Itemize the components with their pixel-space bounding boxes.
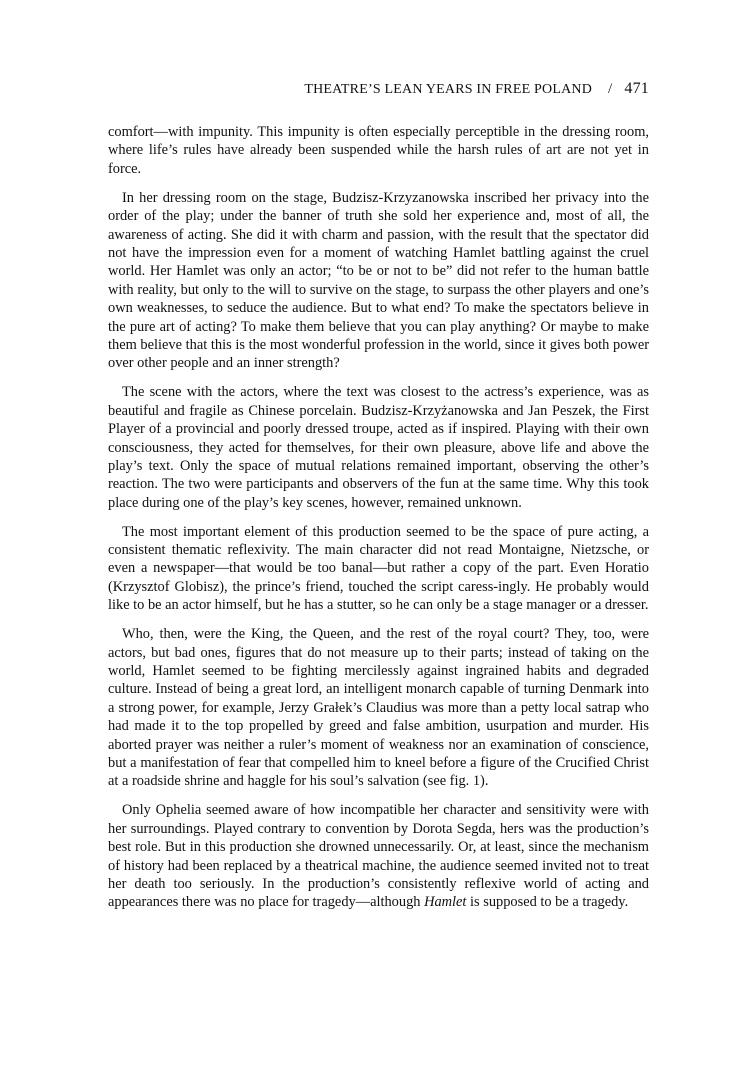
header-separator: / bbox=[608, 81, 613, 97]
paragraph-3: The scene with the actors, where the text was closest to the actress’s experience, was as beautiful and fragile as Chinese porcelain. Budzisz-Krzyżanowska and Jan Peszek, the First Player of a provincial and poorly dressed troupe, acted as if inspired. Playing with their own consciousness, they acted for themselves, for their own pleasure, above life and above the play’s text. Only the space of mutual relations remained important, observing the other’s reaction. The two were participants and observers of the fun at the same time. Why this took place during one of the play’s key scenes, however, remained unknown. bbox=[108, 384, 649, 511]
paragraph-6-text-after: is supposed to be a tragedy. bbox=[466, 894, 629, 911]
paragraph-1: comfort—with impunity. This impunity is often especially perceptible in the dressing room, where life’s rules have already been suspended while the harsh rules of art are not yet in force. bbox=[108, 124, 649, 177]
running-header bbox=[108, 80, 649, 98]
play-title-italic: Hamlet bbox=[424, 894, 467, 911]
page-number: 471 bbox=[624, 80, 649, 97]
body-text bbox=[108, 123, 649, 922]
running-title: THEATRE’S LEAN YEARS IN FREE POLAND bbox=[304, 82, 593, 97]
paragraph-4: The most important element of this production seemed to be the space of pure acting, a consistent thematic reflexivity. The main character did not read Montaigne, Nietzsche, or even a newspaper—that would be too banal—but rather a copy of the part. Even Horatio (Krzysztof Globisz), the prince’s friend, touched the script caress-ingly. He probably would like to be an actor himself, but he has a stutter, so he can only be a stage manager or a dresser. bbox=[108, 523, 649, 614]
paragraph-5: Who, then, were the King, the Queen, and the rest of the royal court? They, too, were actors, but bad ones, figures that do not measure up to their parts; instead of taking on the world, Hamlet seemed to be fighting mercilessly against ingrained habits and degraded culture. Instead of being a great lord, an intelligent monarch capable of turning Denmark into a strong power, for example, Jerzy Grałek’s Claudius was more than a petty local satrap who had made it to the top propelled by greed and false ambition, usurpation and murder. His aborted prayer was neither a ruler’s moment of weakness nor an examination of conscience, but a manifestation of fear that compelled him to kneel before a figure of the Crucified Christ at a roadside shrine and haggle for his soul’s salvation (see fig. 1). bbox=[108, 626, 649, 790]
paragraph-6-text-before: Only Ophelia seemed aware of how incompatible her character and sensitivity were with her surroundings. Played contrary to convention by Dorota Segda, hers was the production’s best role. But in this production she drowned unnecessarily. Or, at least, since the mechanism of history had been replaced by a theatrical machine, the audience seemed invited not to treat her death too seriously. In the production’s consistently reflexive world of acting and appearances there was no place for tragedy—although bbox=[108, 802, 649, 911]
paragraph-6 bbox=[108, 801, 649, 911]
paragraph-2: In her dressing room on the stage, Budzisz-Krzyzanowska inscribed her privacy into the order of the play; under the banner of truth she sold her experience and, most of all, the awareness of acting. She did it with charm and passion, with the result that the spectator did not have the impression even for a moment of watching Hamlet battling against the cruel world. Her Hamlet was only an actor; “to be or not to be” did not refer to the human battle with reality, but only to the will to survive on the stage, to surpass the other players and one’s own weaknesses, to seduce the audience. But to what end? To make the spectators believe in the pure art of acting? To make them believe that you can play anything? Or maybe to make them believe that this is the most wonderful profession in the world, since it gives both power over other people and an inner strength? bbox=[108, 189, 649, 372]
